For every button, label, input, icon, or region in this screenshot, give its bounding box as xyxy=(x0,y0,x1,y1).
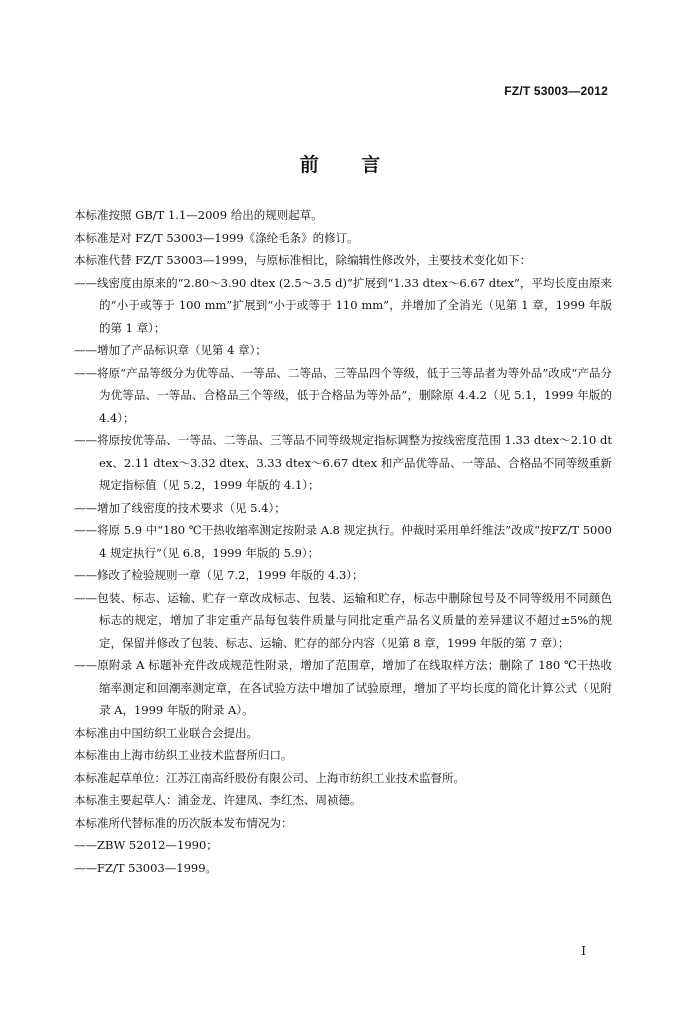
history-item: ——ZBW 52012—1990； xyxy=(74,838,218,852)
paragraph: 本标准代替 FZ/T 53003—1999，与原标准相比，除编辑性修改外，主要技术变化如下： xyxy=(74,253,532,267)
change-item: ——原附录 A 标题补充件改成规范性附录，增加了范围章，增加了在线取样方法；删除了 180 ℃干热收缩率测定和回潮率测定章，在各试验方法中增加了试验原理，增加了平均长度的简化计算公式（见附录 A，1999 年版的附录 A）。 xyxy=(74,658,612,717)
paragraph: 本标准所代替标准的历次版本发布情况为： xyxy=(74,815,293,830)
document-code: FZ/T 53003—2012 xyxy=(504,84,608,98)
paragraph: 本标准起草单位：江苏江南高纤股份有限公司、上海市纺织工业技术监督所。 xyxy=(74,770,465,785)
change-item: ——包装、标志、运输、贮存一章改成标志、包装、运输和贮存，标志中删除包号及不同等级用不同颜色标志的规定，增加了非定重产品每包装件质量与同批定重产品名义质量的差异建议不超过±5%的规定，保留并修改了包装、标志、运输、贮存的部分内容（见第 8 章，1999 年版的第 7 章）； xyxy=(74,590,612,650)
change-item: ——将原 5.9 中“180 ℃干热收缩率测定按附录 A.8 规定执行。仲裁时采用单纤维法”改成“按FZ/T 50004 规定执行”（见 6.8，1999 年版的 5.9）； xyxy=(74,523,612,560)
page-number: I xyxy=(581,944,586,958)
change-item: ——增加了产品标识章（见第 4 章）； xyxy=(74,343,267,357)
history-item: ——FZ/T 53003—1999。 xyxy=(74,860,218,875)
paragraph: 本标准由中国纺织工业联合会提出。 xyxy=(74,725,258,740)
page-title: 前 言 xyxy=(299,154,399,176)
document-body xyxy=(74,204,612,879)
change-item: ——将原按优等品、一等品、二等品、三等品不同等级规定指标调整为按线密度范围 1.33 dtex～2.10 dtex、2.11 dtex～3.32 dtex、3.33 dtex～6.67 dtex 和产品优等品、一等品、合格品不同等级重新规定指标值（见 5.2，1999 年版的 4.1）； xyxy=(74,433,612,492)
change-item: ——增加了线密度的技术要求（见 5.4）； xyxy=(74,500,286,515)
paragraph: 本标准是对 FZ/T 53003—1999《涤纶毛条》的修订。 xyxy=(74,230,359,245)
change-item: ——修改了检验规则一章（见 7.2，1999 年版的 4.3）； xyxy=(74,568,364,582)
paragraph: 本标准由上海市纺织工业技术监督所归口。 xyxy=(74,748,293,762)
change-item: ——线密度由原来的“2.80～3.90 dtex (2.5～3.5 d)”扩展到“1.33 dtex～6.67 dtex”，平均长度由原来的“小于或等于 100 mm”扩展到“小于或等于 110 mm”，并增加了全消光（见第 1 章，1999 年版的第 1 章）； xyxy=(74,275,612,335)
paragraph: 本标准主要起草人：浦金龙、许建凤、李红杰、周祯德。 xyxy=(74,793,362,807)
paragraph: 本标准按照 GB/T 1.1—2009 给出的规则起草。 xyxy=(74,208,323,222)
change-item: ——将原“产品等级分为优等品、一等品、二等品、三等品四个等级，低于三等品者为等外品”改成“产品分为优等品、一等品、合格品三个等级，低于合格品为等外品”，删除原 4.4.2（见 5.1，1999 年版的 4.4）； xyxy=(74,365,612,425)
